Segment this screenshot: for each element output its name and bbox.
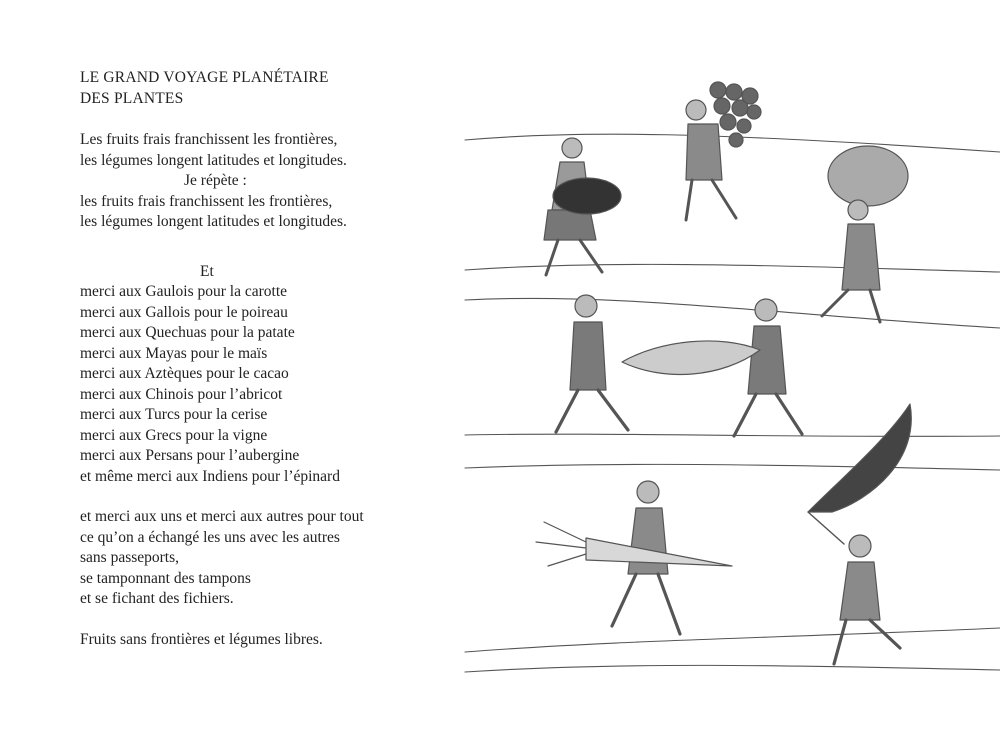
figure-legs	[834, 620, 900, 664]
figure-head	[562, 138, 582, 158]
verse-line: Je répète :	[184, 172, 247, 189]
ground-line	[465, 628, 1000, 652]
figure-legs	[734, 394, 802, 436]
verse-line: merci aux Grecs pour la vigne	[80, 426, 268, 444]
verse-line: merci aux Mayas pour le maïs	[80, 344, 268, 362]
eggplant-carrier	[544, 138, 621, 275]
verse-line: se tamponnant des tampons	[80, 569, 251, 587]
verse-line: merci aux Quechuas pour la patate	[80, 324, 295, 341]
eggplant	[553, 178, 621, 214]
verse-line: les légumes longent latitudes et longitudes.	[80, 151, 347, 169]
stanza-1	[80, 130, 460, 233]
leaf-stem	[808, 512, 844, 544]
verse-line: et se fichant des fichiers.	[80, 590, 234, 607]
figure-head	[849, 535, 871, 557]
verse-line: Et	[200, 262, 214, 280]
carrot-leaves	[536, 522, 586, 566]
verse-line: ce qu’on a échangé les uns avec les autres	[80, 528, 340, 546]
verse-line: merci aux Chinois pour l’abricot	[80, 385, 283, 403]
verse-line: les légumes longent latitudes et longitudes.	[80, 213, 347, 230]
grape-carrier	[686, 82, 761, 220]
poem-title	[80, 68, 460, 109]
leaf	[808, 404, 911, 512]
ground-line	[465, 464, 1000, 470]
figure-head	[686, 100, 706, 120]
ground-line	[465, 264, 1000, 272]
verse-line: et même merci aux Indiens pour l’épinard	[80, 467, 340, 485]
potato	[828, 146, 908, 206]
ground-line	[465, 665, 1000, 672]
corn-cob	[622, 341, 760, 375]
verse-line: merci aux Gaulois pour la carotte	[80, 283, 288, 300]
verse-line: Les fruits frais franchissent les frontières,	[80, 131, 338, 148]
verse-line: merci aux Aztèques pour le cacao	[80, 365, 289, 382]
figure-body	[748, 326, 786, 394]
figure-legs	[686, 180, 736, 220]
figure-body	[686, 124, 722, 180]
figure-legs	[546, 240, 602, 275]
carrot-carrier	[536, 481, 732, 634]
stanza-2	[80, 262, 460, 488]
corn-carriers	[556, 295, 802, 436]
verse-line: merci aux Persans pour l’aubergine	[80, 447, 300, 464]
closing-line	[80, 630, 460, 651]
title-line: DES PLANTES	[80, 89, 184, 107]
verse-line: merci aux Gallois pour le poireau	[80, 303, 288, 321]
figure-legs	[556, 390, 628, 432]
verse-line: Fruits sans frontières et légumes libres.	[80, 630, 323, 648]
figure-body	[840, 562, 880, 620]
verse-line: sans passeports,	[80, 549, 180, 566]
potato-carrier	[822, 146, 908, 322]
figure-head	[637, 481, 659, 503]
figure-head	[575, 295, 597, 317]
poem	[80, 68, 460, 670]
verse-line: merci aux Turcs pour la cerise	[80, 406, 268, 423]
figure-head	[755, 299, 777, 321]
verse-line: les fruits frais franchissent les frontières,	[80, 192, 333, 210]
ground-line	[465, 298, 1000, 328]
title-line: LE GRAND VOYAGE PLANÉTAIRE	[80, 69, 329, 86]
verse-line: et merci aux uns et merci aux autres pour tout	[80, 508, 364, 525]
leaf-carrier	[808, 404, 911, 664]
stanza-3	[80, 507, 460, 610]
illustration-canvas	[460, 60, 1000, 734]
figure-head	[848, 200, 868, 220]
figure-legs	[612, 574, 680, 634]
figure-body	[842, 224, 880, 290]
figure-body	[628, 508, 668, 574]
pencil-illustration	[460, 60, 1000, 734]
figure-body	[570, 322, 606, 390]
